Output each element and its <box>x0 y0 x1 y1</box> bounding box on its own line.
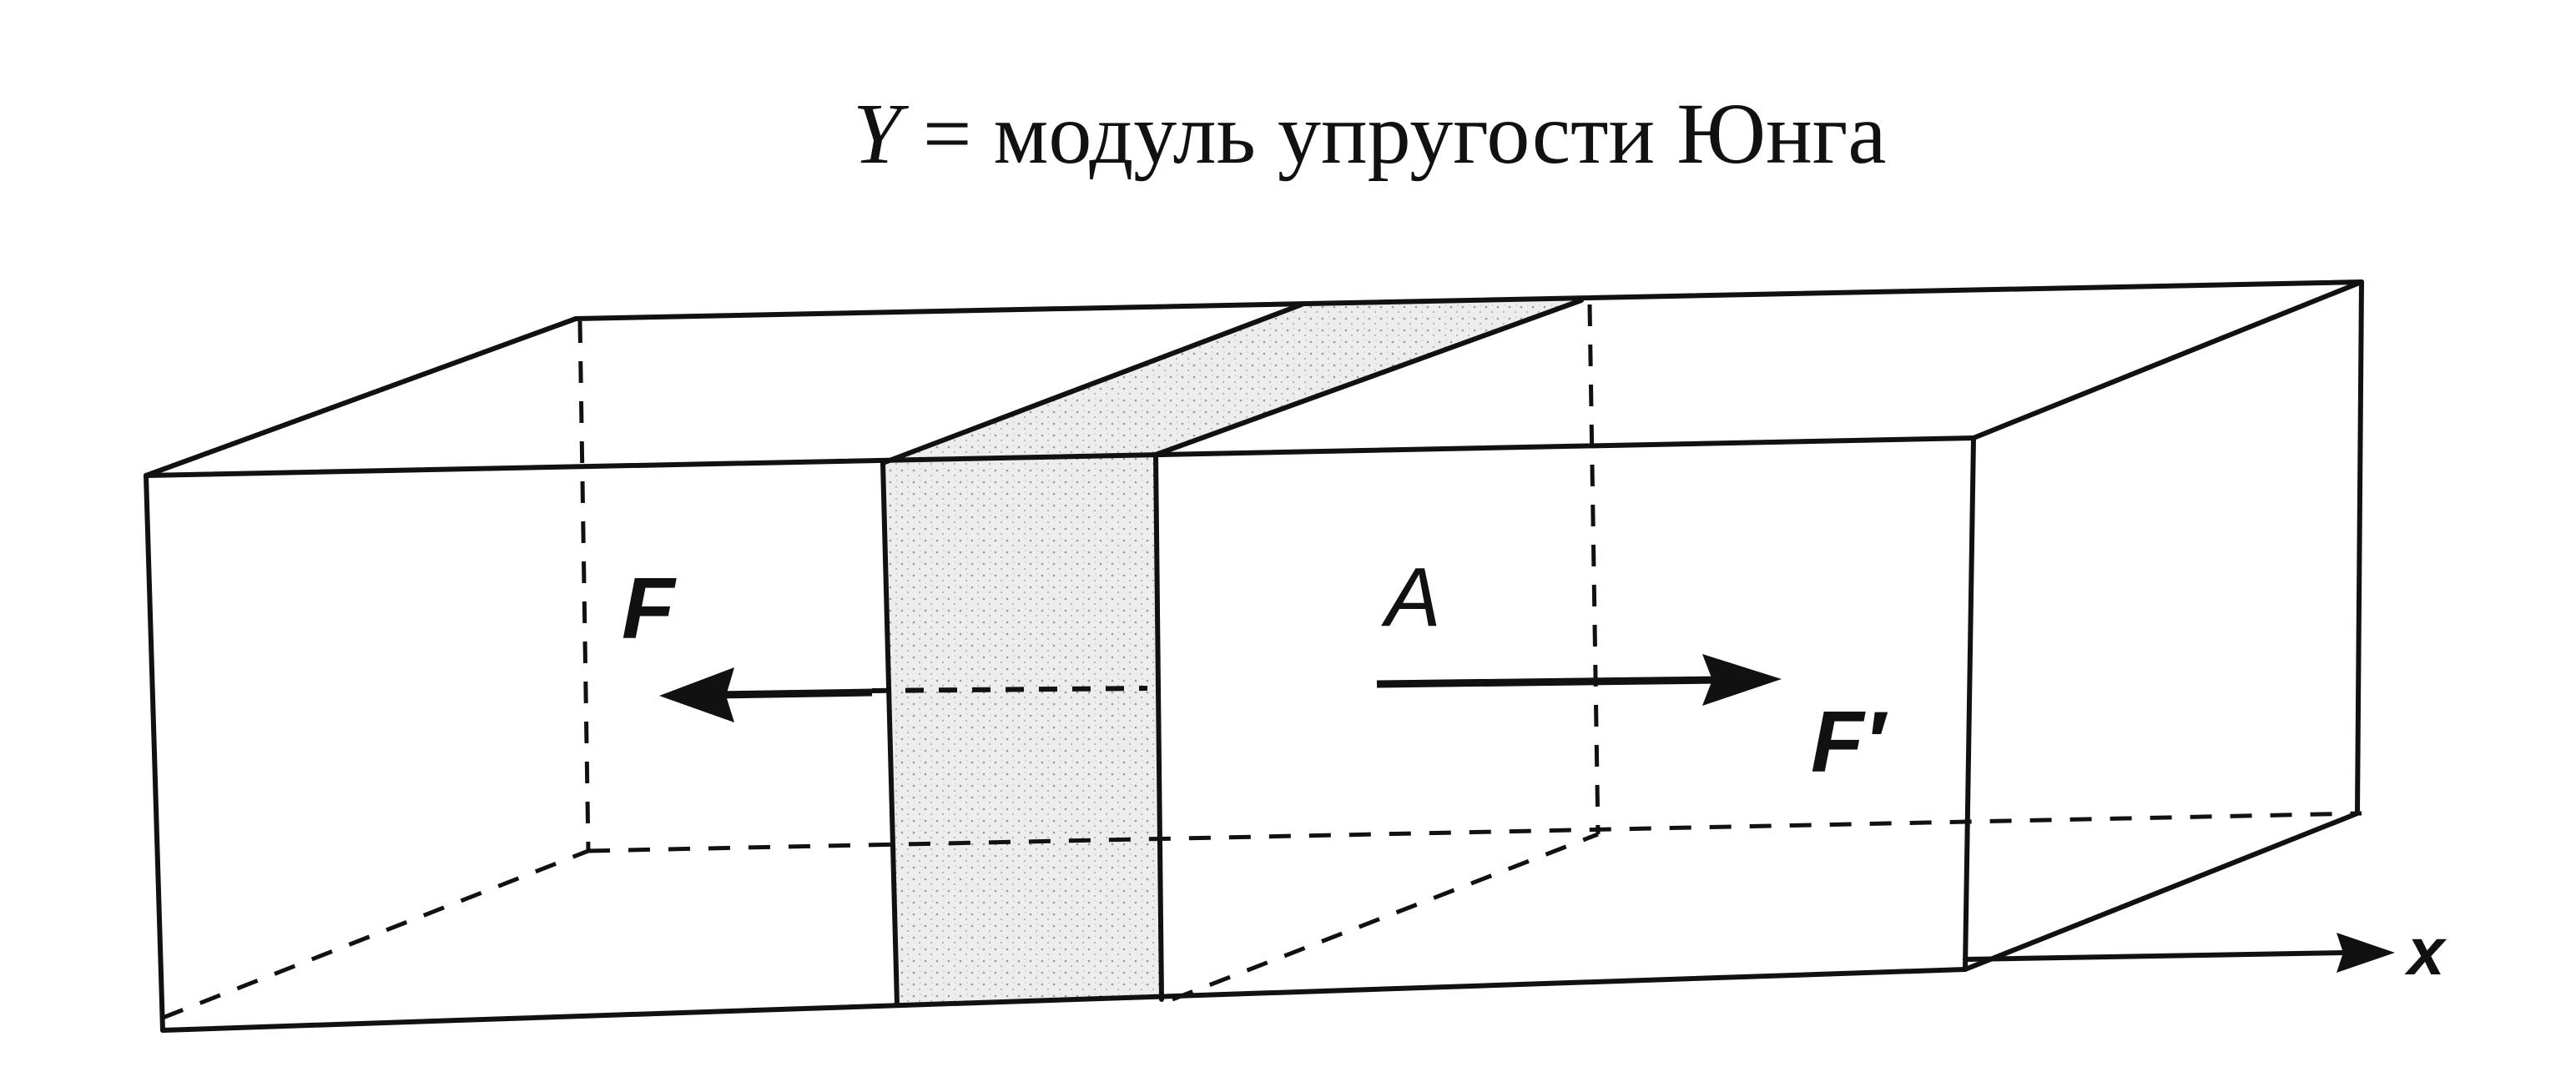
force-right-shaft <box>1377 680 1719 684</box>
hidden-edge-bottom-slice-depth <box>1172 834 1598 999</box>
title <box>853 86 1887 182</box>
x-axis-shaft <box>1965 953 2345 959</box>
x-axis-arrow-icon <box>2337 933 2395 973</box>
arrow-right-icon <box>1702 654 1782 706</box>
axis-dashed-line <box>872 688 1147 691</box>
force-right-arrow <box>1377 654 1782 706</box>
force-right-label: F′ <box>1811 694 1885 791</box>
arrow-left-icon <box>659 667 734 722</box>
shaded-section-top <box>883 300 1581 463</box>
hidden-edge-back-slice-vertical <box>1590 304 1598 834</box>
area-label: A <box>1385 551 1441 644</box>
force-left-arrow <box>659 667 872 722</box>
axis-label: x <box>2407 914 2445 989</box>
title-equals: = <box>900 86 994 182</box>
title-description: модуль упругости Юнга <box>993 86 1887 182</box>
hidden-edge-back-left-vertical <box>580 321 588 851</box>
hidden-edge-back-bottom <box>588 813 2362 851</box>
right-face-edges <box>1965 282 2362 969</box>
title-variable: Y <box>853 86 901 182</box>
force-left-shaft <box>713 692 872 695</box>
force-left-label: F <box>622 561 675 657</box>
shaded-section-front <box>883 455 1162 1005</box>
hidden-edge-bottom-left-depth <box>163 851 588 1018</box>
x-axis <box>1965 933 2395 973</box>
